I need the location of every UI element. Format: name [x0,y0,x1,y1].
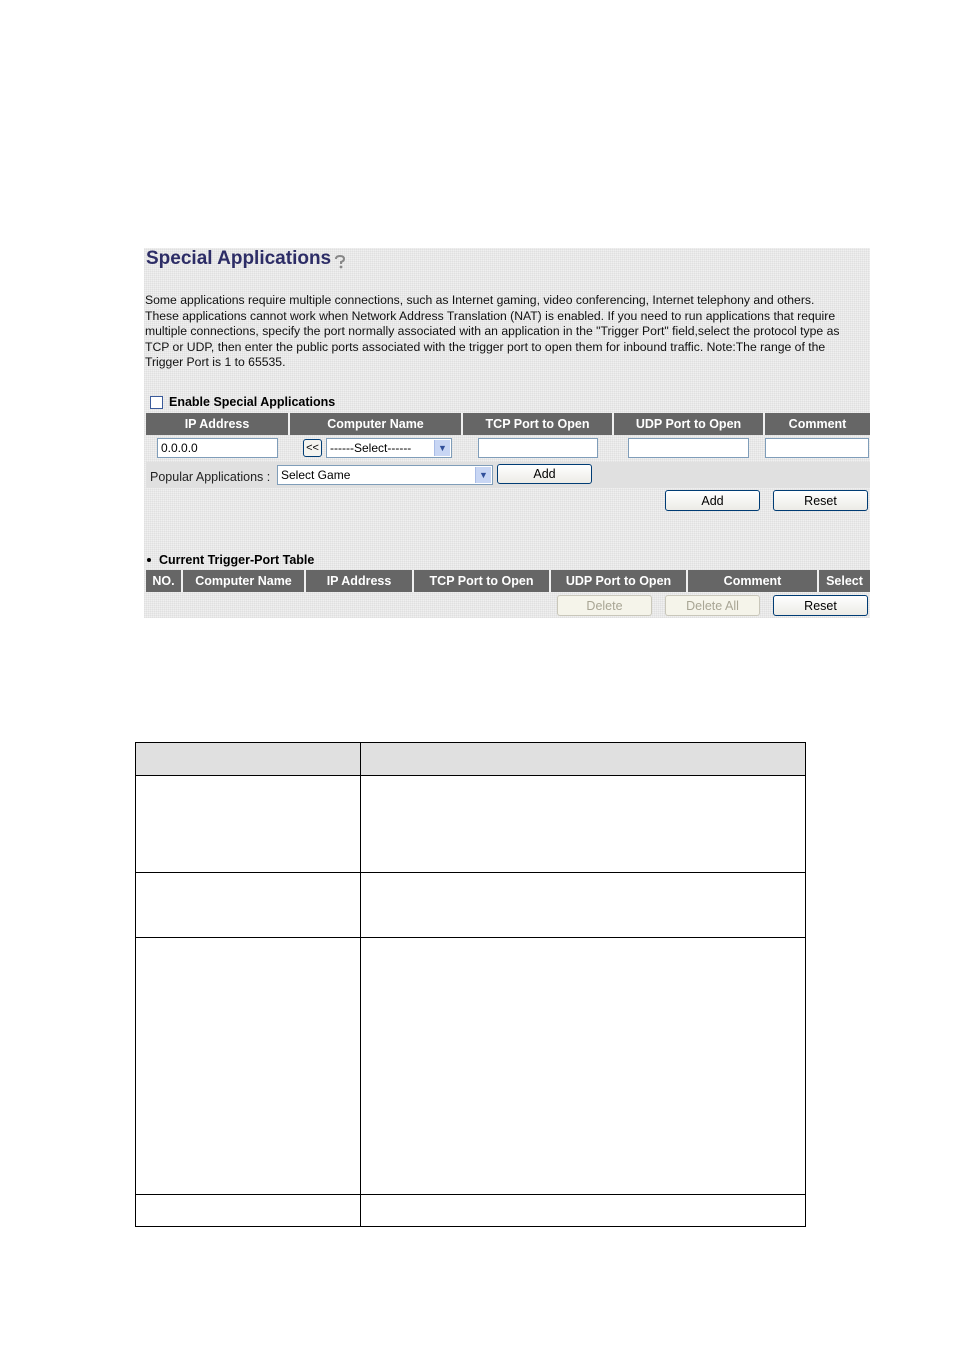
header-computer-name: Computer Name [290,413,463,435]
table-cell [136,938,361,1195]
header-udp-port: UDP Port to Open [614,413,765,435]
enable-checkbox[interactable] [150,396,163,409]
page-title: Special Applications [146,248,332,269]
reset-table-button[interactable]: Reset [773,595,868,616]
trigger-title-text: Current Trigger-Port Table [159,553,315,567]
computer-select-value: ------Select------ [330,441,412,455]
trigger-header-no: NO. [146,570,183,592]
enable-label: Enable Special Applications [169,395,336,409]
chevron-down-icon: ▼ [475,467,491,483]
table-cell [361,776,806,873]
bullet-icon [147,558,151,562]
game-select-value: Select Game [281,468,351,482]
help-icon[interactable] [332,254,348,270]
popular-applications-label: Popular Applications : [150,470,271,484]
entry-table-header [146,413,870,435]
trigger-header-comment: Comment [688,570,819,592]
comment-input[interactable] [765,438,869,458]
trigger-table-title [147,553,314,567]
header-comment: Comment [788,417,847,431]
table-cell [361,873,806,938]
tcp-port-input[interactable] [478,438,598,458]
description-text: Some applications require multiple connections, such as Internet gaming, video conferencing, Internet telephony and others. These applications cannot work when Network Address Translation (NAT) is enabled. If you need to run applications that require multiple connections, specify the port normally associated with an application in the "Trigger Port" field,select the protocol type as TCP or UDP, then enter the public ports associated with the trigger port to open them for inbound traffic. Note:The range of the Trigger Port is 1 to 65535. [145,293,840,370]
computer-name-select[interactable] [326,438,452,458]
table-row [136,1195,806,1227]
add-button[interactable]: Add [665,490,760,511]
table-header-row [136,743,806,776]
header-ip-address: IP Address [146,413,290,435]
table-cell [136,1195,361,1227]
header-tcp-port: TCP Port to Open [463,413,614,435]
chevron-down-icon: ▼ [434,440,450,456]
table-row [136,873,806,938]
table-cell [136,776,361,873]
table-header-cell [136,743,361,776]
udp-port-input[interactable] [628,438,749,458]
table-cell [361,1195,806,1227]
popular-applications-row [146,462,870,488]
trigger-header-udp-port: UDP Port to Open [551,570,688,592]
trigger-header-tcp-port: TCP Port to Open [414,570,551,592]
parameter-description-table [135,742,806,1227]
add-game-button[interactable]: Add [497,464,592,484]
game-select[interactable] [277,465,493,485]
special-applications-panel [144,248,870,618]
trigger-header-ip-address: IP Address [306,570,414,592]
copy-computer-button[interactable]: << [303,439,322,457]
table-header-cell [361,743,806,776]
delete-all-button[interactable]: Delete All [665,595,760,616]
trigger-header-select: Select [826,574,863,588]
trigger-table-header [146,570,870,592]
table-row [136,776,806,873]
delete-button[interactable]: Delete [557,595,652,616]
ip-address-input[interactable]: 0.0.0.0 [157,438,278,458]
table-cell [361,938,806,1195]
trigger-header-computer-name: Computer Name [183,570,306,592]
table-row [136,938,806,1195]
reset-button[interactable]: Reset [773,490,868,511]
entry-row [146,436,870,460]
table-cell [136,873,361,938]
enable-special-applications[interactable] [150,395,335,409]
